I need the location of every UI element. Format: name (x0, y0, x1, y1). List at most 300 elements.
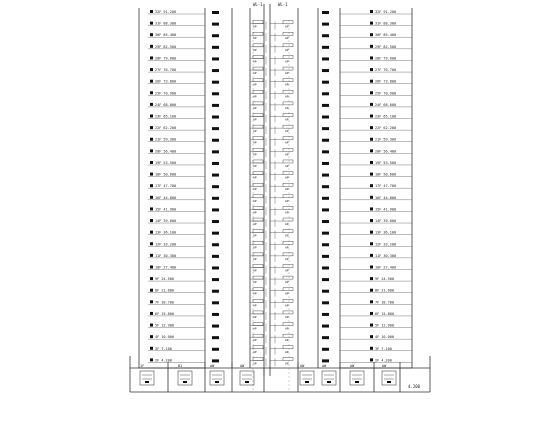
level-marker (370, 68, 373, 71)
unit-panel (212, 185, 219, 188)
riser-box (253, 206, 263, 209)
level-marker (150, 22, 153, 25)
level-marker (150, 68, 153, 71)
level-marker (370, 277, 373, 280)
floor-row (148, 241, 412, 250)
riser-box (253, 241, 263, 244)
level-marker (370, 324, 373, 327)
riser-box-label: AP (285, 140, 289, 145)
riser-box (283, 334, 293, 337)
riser-box-label: AP (253, 94, 257, 99)
level-marker (370, 207, 373, 210)
floor-row (148, 346, 412, 355)
riser-box (283, 67, 293, 70)
floor-row (148, 148, 412, 157)
meter-dot (327, 381, 331, 383)
riser-box (253, 114, 263, 117)
unit-panel (212, 348, 219, 351)
riser-box (253, 253, 263, 256)
floor-row (148, 288, 412, 297)
level-label: 23F 65.100 (155, 114, 177, 119)
floor-row (148, 32, 412, 41)
riser-box-label: AP (285, 338, 289, 343)
level-marker (370, 300, 373, 303)
unit-panel (322, 57, 329, 60)
riser-box-label: AP (253, 268, 257, 273)
unit-panel (212, 325, 219, 328)
level-label: 13F 36.100 (155, 230, 177, 235)
riser-box (283, 148, 293, 151)
riser-box-label: AP (253, 117, 257, 122)
unit-panel (212, 23, 219, 26)
level-marker (370, 91, 373, 94)
base-label: AW (322, 364, 327, 368)
level-marker (370, 80, 373, 83)
unit-panel (322, 185, 329, 188)
riser-box (283, 323, 293, 326)
riser-box-label: AP (253, 36, 257, 41)
level-label: 12F 33.200 (155, 242, 177, 247)
riser-box-label: AP (285, 82, 289, 87)
riser-top-label: WL-1 (278, 2, 288, 7)
riser-box (283, 102, 293, 105)
level-label: 20F 56.400 (155, 149, 177, 154)
unit-panel (322, 46, 329, 49)
level-label: 28F 79.600 (155, 56, 177, 61)
base-level-label: 4.200 (408, 384, 421, 389)
riser-box (283, 195, 293, 198)
level-marker (370, 161, 373, 164)
riser-box (283, 160, 293, 163)
unit-panel (322, 290, 329, 293)
meter-dot (183, 381, 187, 383)
level-label: 30F 85.400 (375, 33, 397, 38)
level-label: 29F 82.500 (375, 44, 397, 49)
riser-box-label: AP (253, 82, 257, 87)
level-label: 11F 30.300 (155, 253, 177, 258)
riser-box (283, 79, 293, 82)
unit-panel (322, 325, 329, 328)
floor-row (148, 323, 412, 332)
riser-box-label: AP (285, 303, 289, 308)
unit-panel (212, 278, 219, 281)
unit-panel (212, 139, 219, 142)
floor-row (148, 67, 412, 76)
level-marker (370, 196, 373, 199)
riser-box (283, 264, 293, 267)
level-marker (150, 324, 153, 327)
riser-box (253, 172, 263, 175)
riser-box (253, 55, 263, 58)
riser-box (253, 32, 263, 35)
level-marker (150, 335, 153, 338)
unit-panel (212, 162, 219, 165)
level-marker (150, 10, 153, 13)
riser-box (283, 125, 293, 128)
riser-box (283, 311, 293, 314)
level-marker (150, 312, 153, 315)
level-marker (370, 33, 373, 36)
level-marker (150, 277, 153, 280)
level-marker (150, 149, 153, 152)
riser-box (283, 21, 293, 24)
level-marker (150, 231, 153, 234)
level-marker (370, 126, 373, 129)
riser-box (253, 148, 263, 151)
riser-box (253, 264, 263, 267)
level-marker (370, 242, 373, 245)
level-marker (150, 161, 153, 164)
meter-box (178, 364, 192, 385)
riser-box (253, 195, 263, 198)
floor-row (148, 276, 412, 285)
unit-panel (322, 11, 329, 14)
level-marker (150, 196, 153, 199)
level-marker (150, 265, 153, 268)
unit-panel (322, 92, 329, 95)
level-label: 27F 76.700 (155, 68, 177, 73)
level-marker (370, 184, 373, 187)
riser-box-label: AP (285, 163, 289, 168)
level-label: 17F 47.700 (375, 184, 397, 189)
riser-box-label: AP (285, 314, 289, 319)
level-label: 20F 56.400 (375, 149, 397, 154)
level-label: 6F 15.800 (155, 311, 174, 316)
unit-panel (212, 220, 219, 223)
floor-row (148, 90, 412, 99)
riser-box (283, 299, 293, 302)
level-marker (150, 242, 153, 245)
level-marker (150, 33, 153, 36)
meter-dot (355, 381, 359, 383)
level-marker (370, 358, 373, 361)
floor-row (148, 125, 412, 134)
unit-panel (212, 34, 219, 37)
unit-panel (212, 197, 219, 200)
riser-box-label: AP (253, 24, 257, 29)
riser-box-label: AP (285, 361, 289, 366)
floor-row (148, 264, 412, 273)
unit-panel (212, 243, 219, 246)
riser-box-label: AP (253, 314, 257, 319)
riser-box-label: AP (253, 59, 257, 64)
riser-box-label: AP (253, 198, 257, 203)
riser-box-label: AP (285, 291, 289, 296)
level-label: 7F 18.700 (155, 300, 174, 305)
base-label: B1 (178, 364, 183, 368)
riser-box-label: AP (285, 47, 289, 52)
level-marker (370, 138, 373, 141)
meter-box (210, 364, 224, 385)
riser-box (283, 137, 293, 140)
level-label: 22F 62.200 (375, 126, 397, 131)
level-label: 16F 44.800 (375, 195, 397, 200)
unit-panel (322, 301, 329, 304)
level-marker (150, 91, 153, 94)
unit-panel (322, 359, 329, 362)
riser-box (283, 253, 293, 256)
riser-box-label: AP (285, 36, 289, 41)
meter-dot (215, 381, 219, 383)
riser-box-label: AP (253, 349, 257, 354)
unit-panel (322, 34, 329, 37)
riser-box (253, 183, 263, 186)
riser-box (253, 323, 263, 326)
level-label: 22F 62.200 (155, 126, 177, 131)
level-label: 15F 41.900 (155, 207, 177, 212)
level-label: 14F 39.000 (375, 219, 397, 224)
level-label: 32F 91.200 (155, 10, 177, 14)
level-marker (150, 207, 153, 210)
riser-box-label: AP (253, 256, 257, 261)
unit-panel (212, 359, 219, 362)
floor-row (148, 183, 412, 192)
riser-box (253, 44, 263, 47)
riser-box-label: AP (253, 291, 257, 296)
level-label: 14F 39.000 (155, 219, 177, 224)
floor-row (148, 79, 412, 88)
riser-box-label: AP (253, 105, 257, 110)
unit-panel (212, 69, 219, 72)
riser-box (283, 357, 293, 360)
level-marker (150, 347, 153, 350)
riser-box (283, 276, 293, 279)
meter-dot (387, 381, 391, 383)
riser-box-label: AP (285, 326, 289, 331)
riser-box-label: AP (253, 280, 257, 285)
unit-panel (322, 23, 329, 26)
base-label: AW (382, 364, 387, 368)
riser-box-label: AP (285, 222, 289, 227)
level-marker (150, 56, 153, 59)
riser-box-label: AP (285, 280, 289, 285)
unit-panel (212, 255, 219, 258)
riser-box-label: AP (253, 326, 257, 331)
riser-top-label: WL-1 (253, 2, 263, 7)
unit-panel (212, 208, 219, 211)
riser-box-label: AP (285, 349, 289, 354)
floor-levels (148, 10, 412, 366)
floor-row (148, 10, 412, 14)
level-label: 10F 27.400 (155, 265, 177, 270)
level-label: 5F 12.900 (375, 323, 394, 328)
riser-box (253, 346, 263, 349)
meter-box (140, 364, 154, 385)
unit-panel (212, 57, 219, 60)
level-label: 24F 68.000 (155, 102, 177, 107)
level-label: 28F 79.600 (375, 56, 397, 61)
unit-panel (322, 127, 329, 130)
riser-box (253, 288, 263, 291)
riser-box (283, 183, 293, 186)
unit-panel (322, 313, 329, 316)
level-marker (150, 115, 153, 118)
level-label: 26F 73.800 (155, 79, 177, 84)
riser-box-label: AP (253, 187, 257, 192)
level-label: 7F 18.700 (375, 300, 394, 305)
riser-box-label: AP (285, 59, 289, 64)
level-label: 11F 30.300 (375, 253, 397, 258)
level-marker (370, 103, 373, 106)
riser-box-label: AP (285, 268, 289, 273)
level-label: 16F 44.800 (155, 195, 177, 200)
floor-row (148, 334, 412, 343)
floor-row (148, 172, 412, 181)
level-marker (370, 45, 373, 48)
level-label: 3F 7.100 (155, 346, 172, 351)
meter-box (382, 364, 396, 385)
level-label: 19F 53.500 (155, 160, 177, 165)
level-label: 21F 59.300 (155, 137, 177, 142)
level-label: 24F 68.000 (375, 102, 397, 107)
riser-box (253, 102, 263, 105)
level-marker (370, 335, 373, 338)
riser-box-label: AP (285, 71, 289, 76)
unit-panel (322, 139, 329, 142)
unit-panel (322, 336, 329, 339)
riser-box (283, 114, 293, 117)
floor-row (148, 299, 412, 308)
unit-panel (212, 116, 219, 119)
level-marker (370, 219, 373, 222)
level-marker (150, 126, 153, 129)
floor-row (148, 253, 412, 262)
floor-row (148, 230, 412, 239)
unit-panel (322, 104, 329, 107)
unit-panel (322, 220, 329, 223)
riser-box-label: AP (285, 129, 289, 134)
riser-box-label: AP (285, 175, 289, 180)
level-marker (150, 184, 153, 187)
unit-panel (212, 232, 219, 235)
riser-box (253, 90, 263, 93)
riser-box (253, 125, 263, 128)
level-label: 25F 70.900 (375, 91, 397, 96)
level-label: 9F 24.500 (375, 277, 394, 282)
level-label: 23F 65.100 (375, 114, 397, 119)
floor-row (148, 44, 412, 53)
level-label: 32F 91.200 (375, 10, 397, 14)
level-marker (370, 289, 373, 292)
level-marker (150, 219, 153, 222)
level-label: 4F 10.000 (155, 335, 174, 340)
level-label: 6F 15.800 (375, 311, 394, 316)
floor-row (148, 55, 412, 64)
unit-panel (322, 255, 329, 258)
unit-panel (322, 243, 329, 246)
meter-dot (245, 381, 249, 383)
level-marker (370, 115, 373, 118)
meter-dot (145, 381, 149, 383)
level-marker (370, 265, 373, 268)
riser-box (253, 137, 263, 140)
riser-box (283, 230, 293, 233)
riser-box-label: AP (285, 210, 289, 215)
level-label: 2F 4.200 (375, 358, 392, 363)
level-marker (150, 138, 153, 141)
unit-panel (322, 162, 329, 165)
unit-panel (322, 232, 329, 235)
floor-row (148, 206, 412, 215)
riser-box-label: AP (253, 71, 257, 76)
unit-panel (212, 11, 219, 14)
riser-box (253, 299, 263, 302)
riser-box-label: AP (285, 152, 289, 157)
riser-box-label: AP (253, 222, 257, 227)
unit-panel (322, 278, 329, 281)
level-label: 5F 12.900 (155, 323, 174, 328)
level-label: 31F 88.300 (375, 21, 397, 26)
level-marker (370, 173, 373, 176)
level-label: 2F 4.200 (155, 358, 172, 363)
riser-box-label: AP (253, 140, 257, 145)
riser-box-label: AP (253, 163, 257, 168)
floor-row (148, 195, 412, 204)
riser-box-label: AP (285, 256, 289, 261)
level-label: 21F 59.300 (375, 137, 397, 142)
level-marker (150, 45, 153, 48)
riser-box-label: AP (253, 245, 257, 250)
level-label: 31F 88.300 (155, 21, 177, 26)
riser-box-label: AP (285, 94, 289, 99)
floor-row (148, 218, 412, 227)
riser-box-label: AP (253, 175, 257, 180)
riser-box (253, 334, 263, 337)
level-label: 8F 21.600 (375, 288, 394, 293)
level-label: 9F 24.500 (155, 277, 174, 282)
level-label: 26F 73.800 (375, 79, 397, 84)
level-label: 10F 27.400 (375, 265, 397, 270)
level-marker (150, 254, 153, 257)
riser-box (253, 218, 263, 221)
riser-box-label: AP (253, 338, 257, 343)
level-label: 4F 10.000 (375, 335, 394, 340)
unit-panel (212, 92, 219, 95)
unit-panel (212, 150, 219, 153)
floor-row (148, 137, 412, 146)
unit-panel (212, 174, 219, 177)
riser-box-label: AP (253, 152, 257, 157)
base-label: AW (350, 364, 355, 368)
riser-box (253, 230, 263, 233)
unit-panel (322, 116, 329, 119)
unit-panel (212, 301, 219, 304)
level-label: 3F 7.100 (375, 346, 392, 351)
riser-box (283, 90, 293, 93)
unit-panel (212, 266, 219, 269)
riser-box-label: AP (285, 233, 289, 238)
level-label: 19F 53.500 (375, 160, 397, 165)
riser-box-label: AP (285, 117, 289, 122)
riser-box (283, 241, 293, 244)
riser-box (253, 357, 263, 360)
riser-box-label: AP (253, 233, 257, 238)
unit-panel (322, 81, 329, 84)
level-marker (370, 254, 373, 257)
riser-box-label: AP (253, 361, 257, 366)
unit-panel (212, 46, 219, 49)
level-marker (150, 289, 153, 292)
riser-box-label: AP (285, 198, 289, 203)
unit-panel (212, 104, 219, 107)
riser-box (283, 55, 293, 58)
meter-dot (305, 381, 309, 383)
unit-panel (322, 69, 329, 72)
riser-box (253, 311, 263, 314)
unit-panel (212, 336, 219, 339)
level-marker (150, 300, 153, 303)
meter-box (322, 364, 336, 385)
